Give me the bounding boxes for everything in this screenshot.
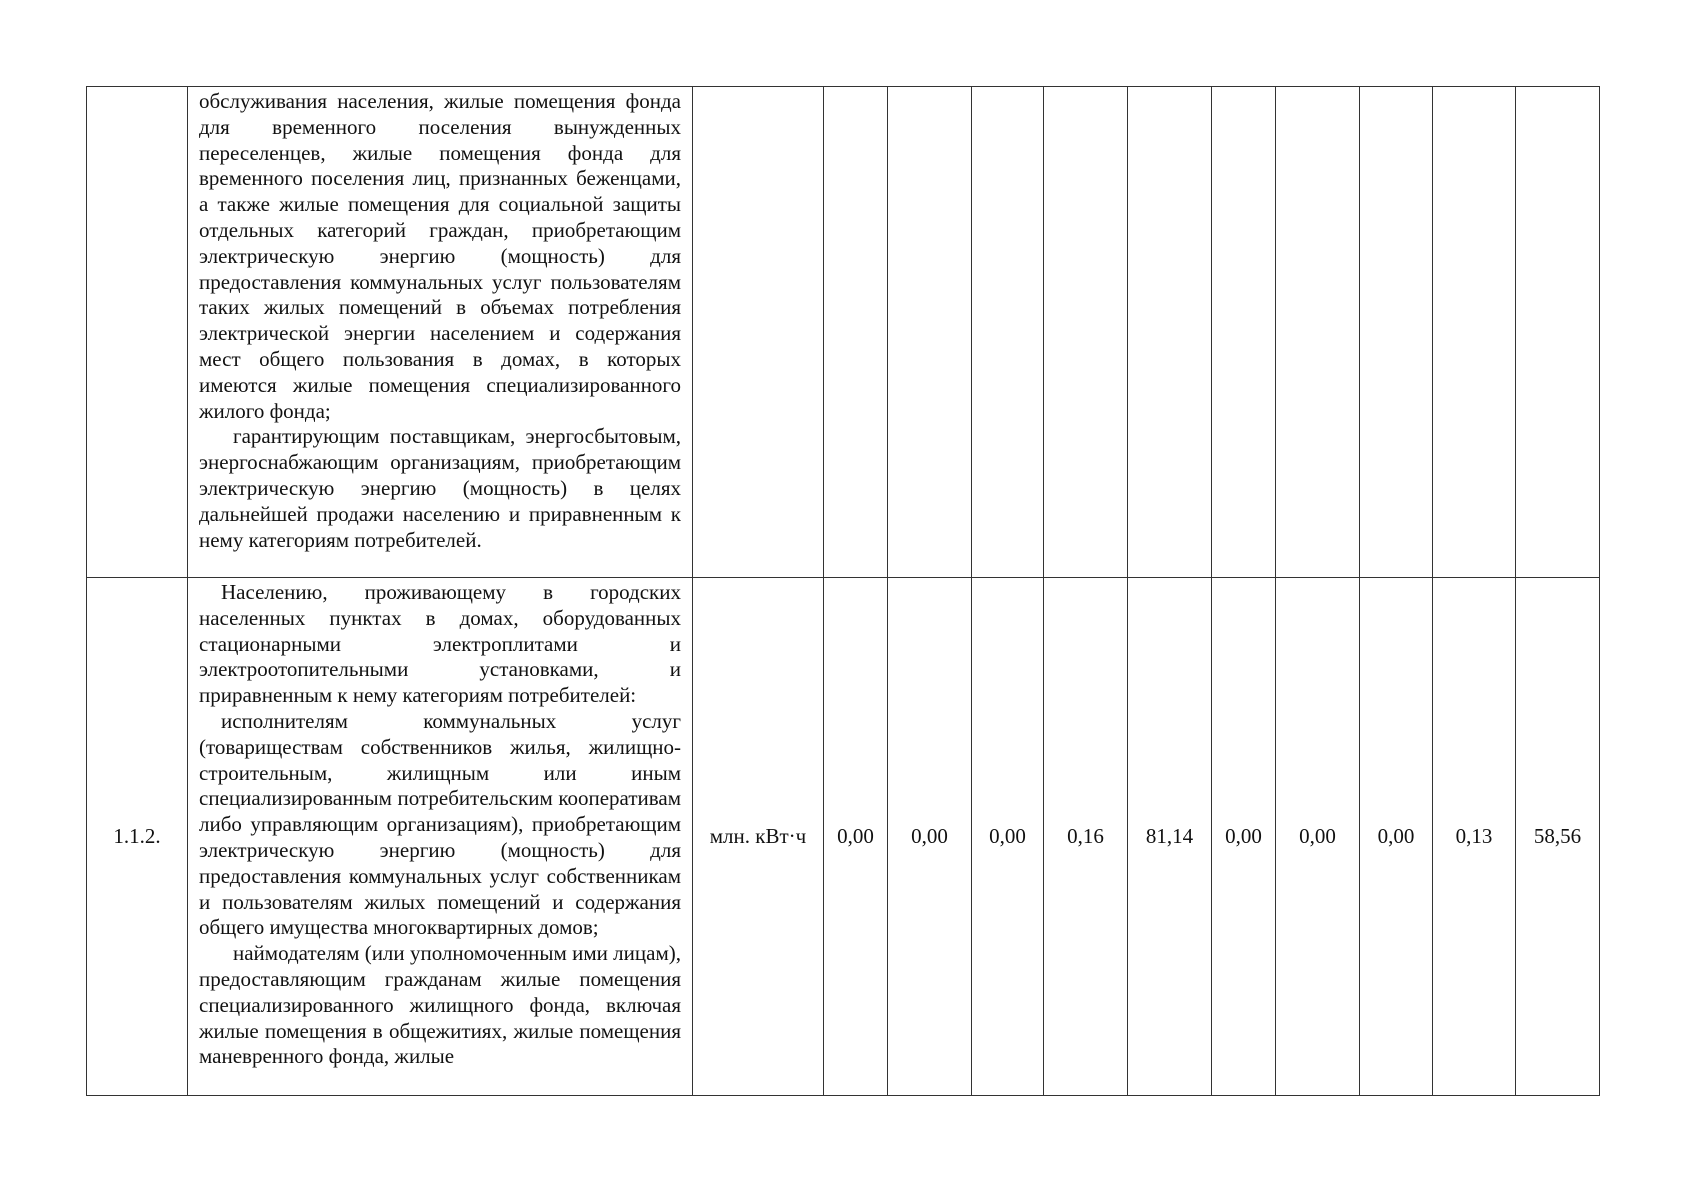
- description-paragraph: исполнителям коммунальных услуг (товариществам собственников жилья, жилищно-строительным, жилищным или иным специализированным потребительским кооперативам либо управляющим организациям), приобретающим электрическую энергию (мощность) для предоставления коммунальных услуг собственникам и пользователям жилых помещений и содержания общего имущества многоквартирных домов;: [199, 708, 681, 940]
- value-cell: [1516, 87, 1600, 578]
- value-cell: [1276, 87, 1360, 578]
- description-paragraph: Населению, проживающему в городских населенных пунктах в домах, оборудованных стационарными электроплитами и электроотопительными установками, и приравненным к нему категориям потребителей:: [199, 580, 681, 708]
- value-cell: 0,00: [972, 578, 1044, 1096]
- value-cell: 0,00: [1276, 578, 1360, 1096]
- value-cell: [1128, 87, 1212, 578]
- value-cell: [1044, 87, 1128, 578]
- value-cell: [972, 87, 1044, 578]
- value-cell: 0,13: [1433, 578, 1516, 1096]
- table-row: [87, 87, 1600, 578]
- tariff-table: [86, 86, 1600, 1096]
- row-number-cell: [87, 87, 188, 578]
- value-cell: 0,00: [824, 578, 888, 1096]
- value-cell: [824, 87, 888, 578]
- description-paragraph: обслуживания населения, жилые помещения фонда для временного поселения вынужденных переселенцев, жилые помещения фонда для временного поселения лиц, признанных беженцами, а также жилые помещения для социальной защиты отдельных категорий граждан, приобретающим электрическую энергию (мощность) для предоставления коммунальных услуг пользователям таких жилых помещений в объемах потребления электрической энергии населением и содержания мест общего пользования в домах, в которых имеются жилые помещения специализированного жилого фонда;: [199, 89, 681, 423]
- value-cell: 0,00: [1360, 578, 1433, 1096]
- unit-cell: млн. кВт·ч: [693, 578, 824, 1096]
- row-number-cell: 1.1.2.: [87, 578, 188, 1096]
- description-paragraph: гарантирующим поставщикам, энергосбытовым, энергоснабжающим организациям, приобретающим электрическую энергию (мощность) в целях дальнейшей продажи населению и приравненным к нему категориям потребителей.: [199, 424, 681, 552]
- unit-cell: [693, 87, 824, 578]
- value-cell: 0,00: [1212, 578, 1276, 1096]
- description-cell: [188, 87, 693, 578]
- value-cell: 81,14: [1128, 578, 1212, 1096]
- table-row: [87, 578, 1600, 1096]
- value-cell: [1360, 87, 1433, 578]
- description-cell: [188, 578, 693, 1096]
- value-cell: 58,56: [1516, 578, 1600, 1096]
- value-cell: 0,00: [888, 578, 972, 1096]
- value-cell: [1212, 87, 1276, 578]
- value-cell: [1433, 87, 1516, 578]
- description-paragraph: наймодателям (или уполномоченным ими лицам), предоставляющим гражданам жилые помещения специализированного жилищного фонда, включая жилые помещения в общежитиях, жилые помещения маневренного фонда, жилые: [199, 941, 681, 1069]
- value-cell: [888, 87, 972, 578]
- value-cell: 0,16: [1044, 578, 1128, 1096]
